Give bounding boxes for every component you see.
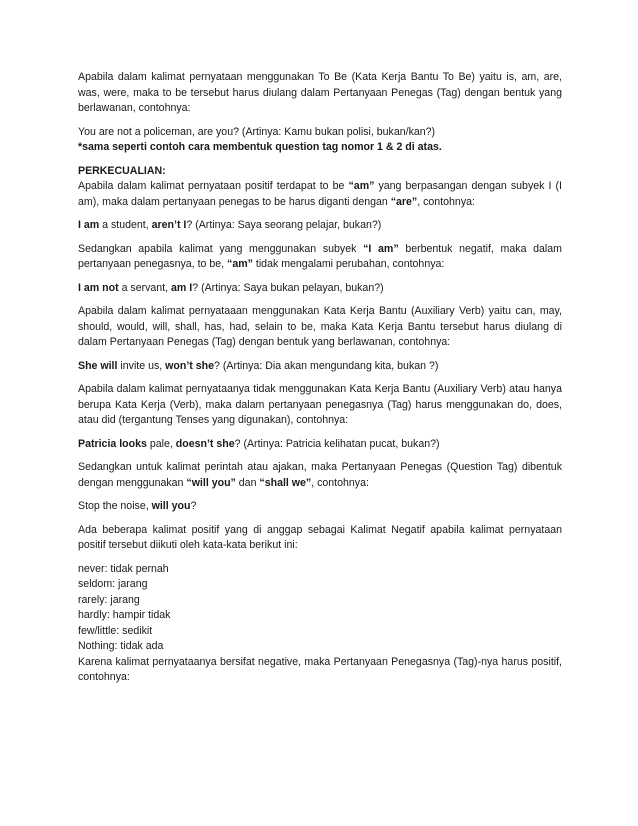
list-item: Nothing: tidak ada: [78, 640, 164, 652]
example-student: [78, 218, 562, 234]
text: yang berpasangan dengan subyek I (I am), maka dalam pertanyaan penegas to be harus diganti dengan: [78, 180, 562, 208]
bold-will-you-tag: will you: [151, 500, 191, 512]
list-item: rarely: jarang: [78, 593, 140, 606]
text: berbentuk negatif, maka dalam pertanyaan penegasnya, to be,: [78, 242, 562, 270]
bold-am: “am”: [348, 180, 375, 192]
text: ? (Artinya: Saya bukan pelayan, bukan?): [192, 281, 384, 294]
bold-she-will: She will: [78, 359, 118, 372]
bold-arent-i: aren’t I: [151, 219, 187, 231]
example-invite: [78, 359, 562, 375]
list-item: few/little: sedikit: [78, 624, 153, 637]
text: invite us,: [117, 359, 166, 372]
negative-word-list: [78, 562, 562, 655]
paragraph-positive-tag: Karena kalimat pernyataanya bersifat negative, maka Pertanyaan Penegasnya (Tag)-nya harus positif, contohnya:: [78, 655, 562, 683]
paragraph-negative-words: Ada beberapa kalimat positif yang di anggap sebagai Kalimat Negatif apabila kalimat pernyataan positif tersebut diikuti oleh kata-kata berikut ini:: [78, 523, 562, 551]
bold-i-am-quoted: “I am”: [363, 242, 399, 255]
text: ? (Artinya: Saya seorang pelajar, bukan?): [186, 219, 382, 231]
text: a student,: [99, 219, 152, 231]
text: ?: [190, 500, 197, 512]
note-text: *sama seperti contoh cara membentuk question tag nomor 1 & 2 di atas.: [78, 141, 442, 153]
text: ? (Artinya: Dia akan mengundang kita, bukan ?): [214, 359, 439, 372]
example-policeman: You are not a policeman, are you? (Artinya: Kamu bukan polisi, bukan/kan?): [78, 125, 436, 138]
list-item: never: tidak pernah: [78, 562, 169, 575]
text: Sedangkan untuk kalimat perintah atau ajakan, maka Pertanyaan Penegas (Question Tag) dibentuk dengan menggunakan: [78, 461, 562, 489]
paragraph-to-be-rule: Apabila dalam kalimat pernyataan menggunakan To Be (Kata Kerja Bantu To Be) yaitu is, am, are, was, were, maka to be tersebut harus diulang dalam Pertanyaan Penegas (Tag) dengan bentuk yang berlawanan, contohnya:: [78, 71, 562, 114]
bold-i-am: I am: [78, 219, 100, 231]
bold-doesnt-she: doesn’t she: [175, 437, 235, 450]
document-page: [78, 70, 562, 686]
paragraph-exception-am: [78, 179, 562, 210]
text: ? (Artinya: Patricia kelihatan pucat, bukan?): [234, 437, 440, 450]
heading-exception: [78, 164, 562, 180]
bold-will-you: “will you”: [186, 476, 236, 489]
bold-are: “are”: [390, 195, 418, 208]
bold-shall-we: “shall we”: [259, 476, 312, 489]
paragraph-do-does-did: Apabila dalam kalimat pernyataanya tidak menggunakan Kata Kerja Bantu (Auxiliary Verb) atau hanya berupa Kata Kerja (Verb), maka dalam pertanyaan penegasnya (Tag) harus menggunakan do, does, atau did (tergantung Tenses yang digunakan), contohnya:: [78, 383, 562, 426]
paragraph-auxiliary-verb: Apabila dalam kalimat pernyataaan menggunakan Kata Kerja Bantu (Auxiliary Verb) yaitu can, may, should, would, will, shall, has, had, selain to be, maka Kata Kerja Bantu tersebut harus diulang di dalam Pertanyaan Penegas (Tag) dengan bentuk yang berlawanan, contohnya:: [78, 305, 562, 348]
text: a servant,: [118, 281, 172, 294]
note-same-as-above: [78, 140, 562, 156]
text: , contohnya:: [311, 476, 369, 489]
text: , contohnya:: [417, 195, 475, 208]
text: tidak mengalami perubahan, contohnya:: [252, 258, 445, 270]
bold-am-quoted: “am”: [227, 258, 253, 270]
bold-wont-she: won’t she: [165, 359, 215, 372]
paragraph-imperative: [78, 460, 562, 491]
bold-patricia-looks: Patricia looks: [78, 437, 147, 450]
bold-am-i: am I: [171, 281, 193, 294]
text: dan: [235, 476, 260, 489]
text: Sedangkan apabila kalimat yang menggunakan subyek: [78, 242, 364, 255]
text: Stop the noise,: [78, 500, 152, 512]
example-stop-noise: [78, 499, 562, 515]
heading-exception-text: PERKECUALIAN:: [78, 164, 166, 177]
bold-i-am-not: I am not: [78, 281, 119, 294]
text: Apabila dalam kalimat pernyataan positif terdapat to be: [78, 180, 349, 192]
example-servant: [78, 281, 562, 297]
text: pale,: [146, 437, 176, 450]
example-patricia: [78, 437, 562, 453]
list-item: seldom: jarang: [78, 578, 148, 590]
list-item: hardly: hampir tidak: [78, 609, 171, 621]
paragraph-negative-i-am: [78, 242, 562, 273]
